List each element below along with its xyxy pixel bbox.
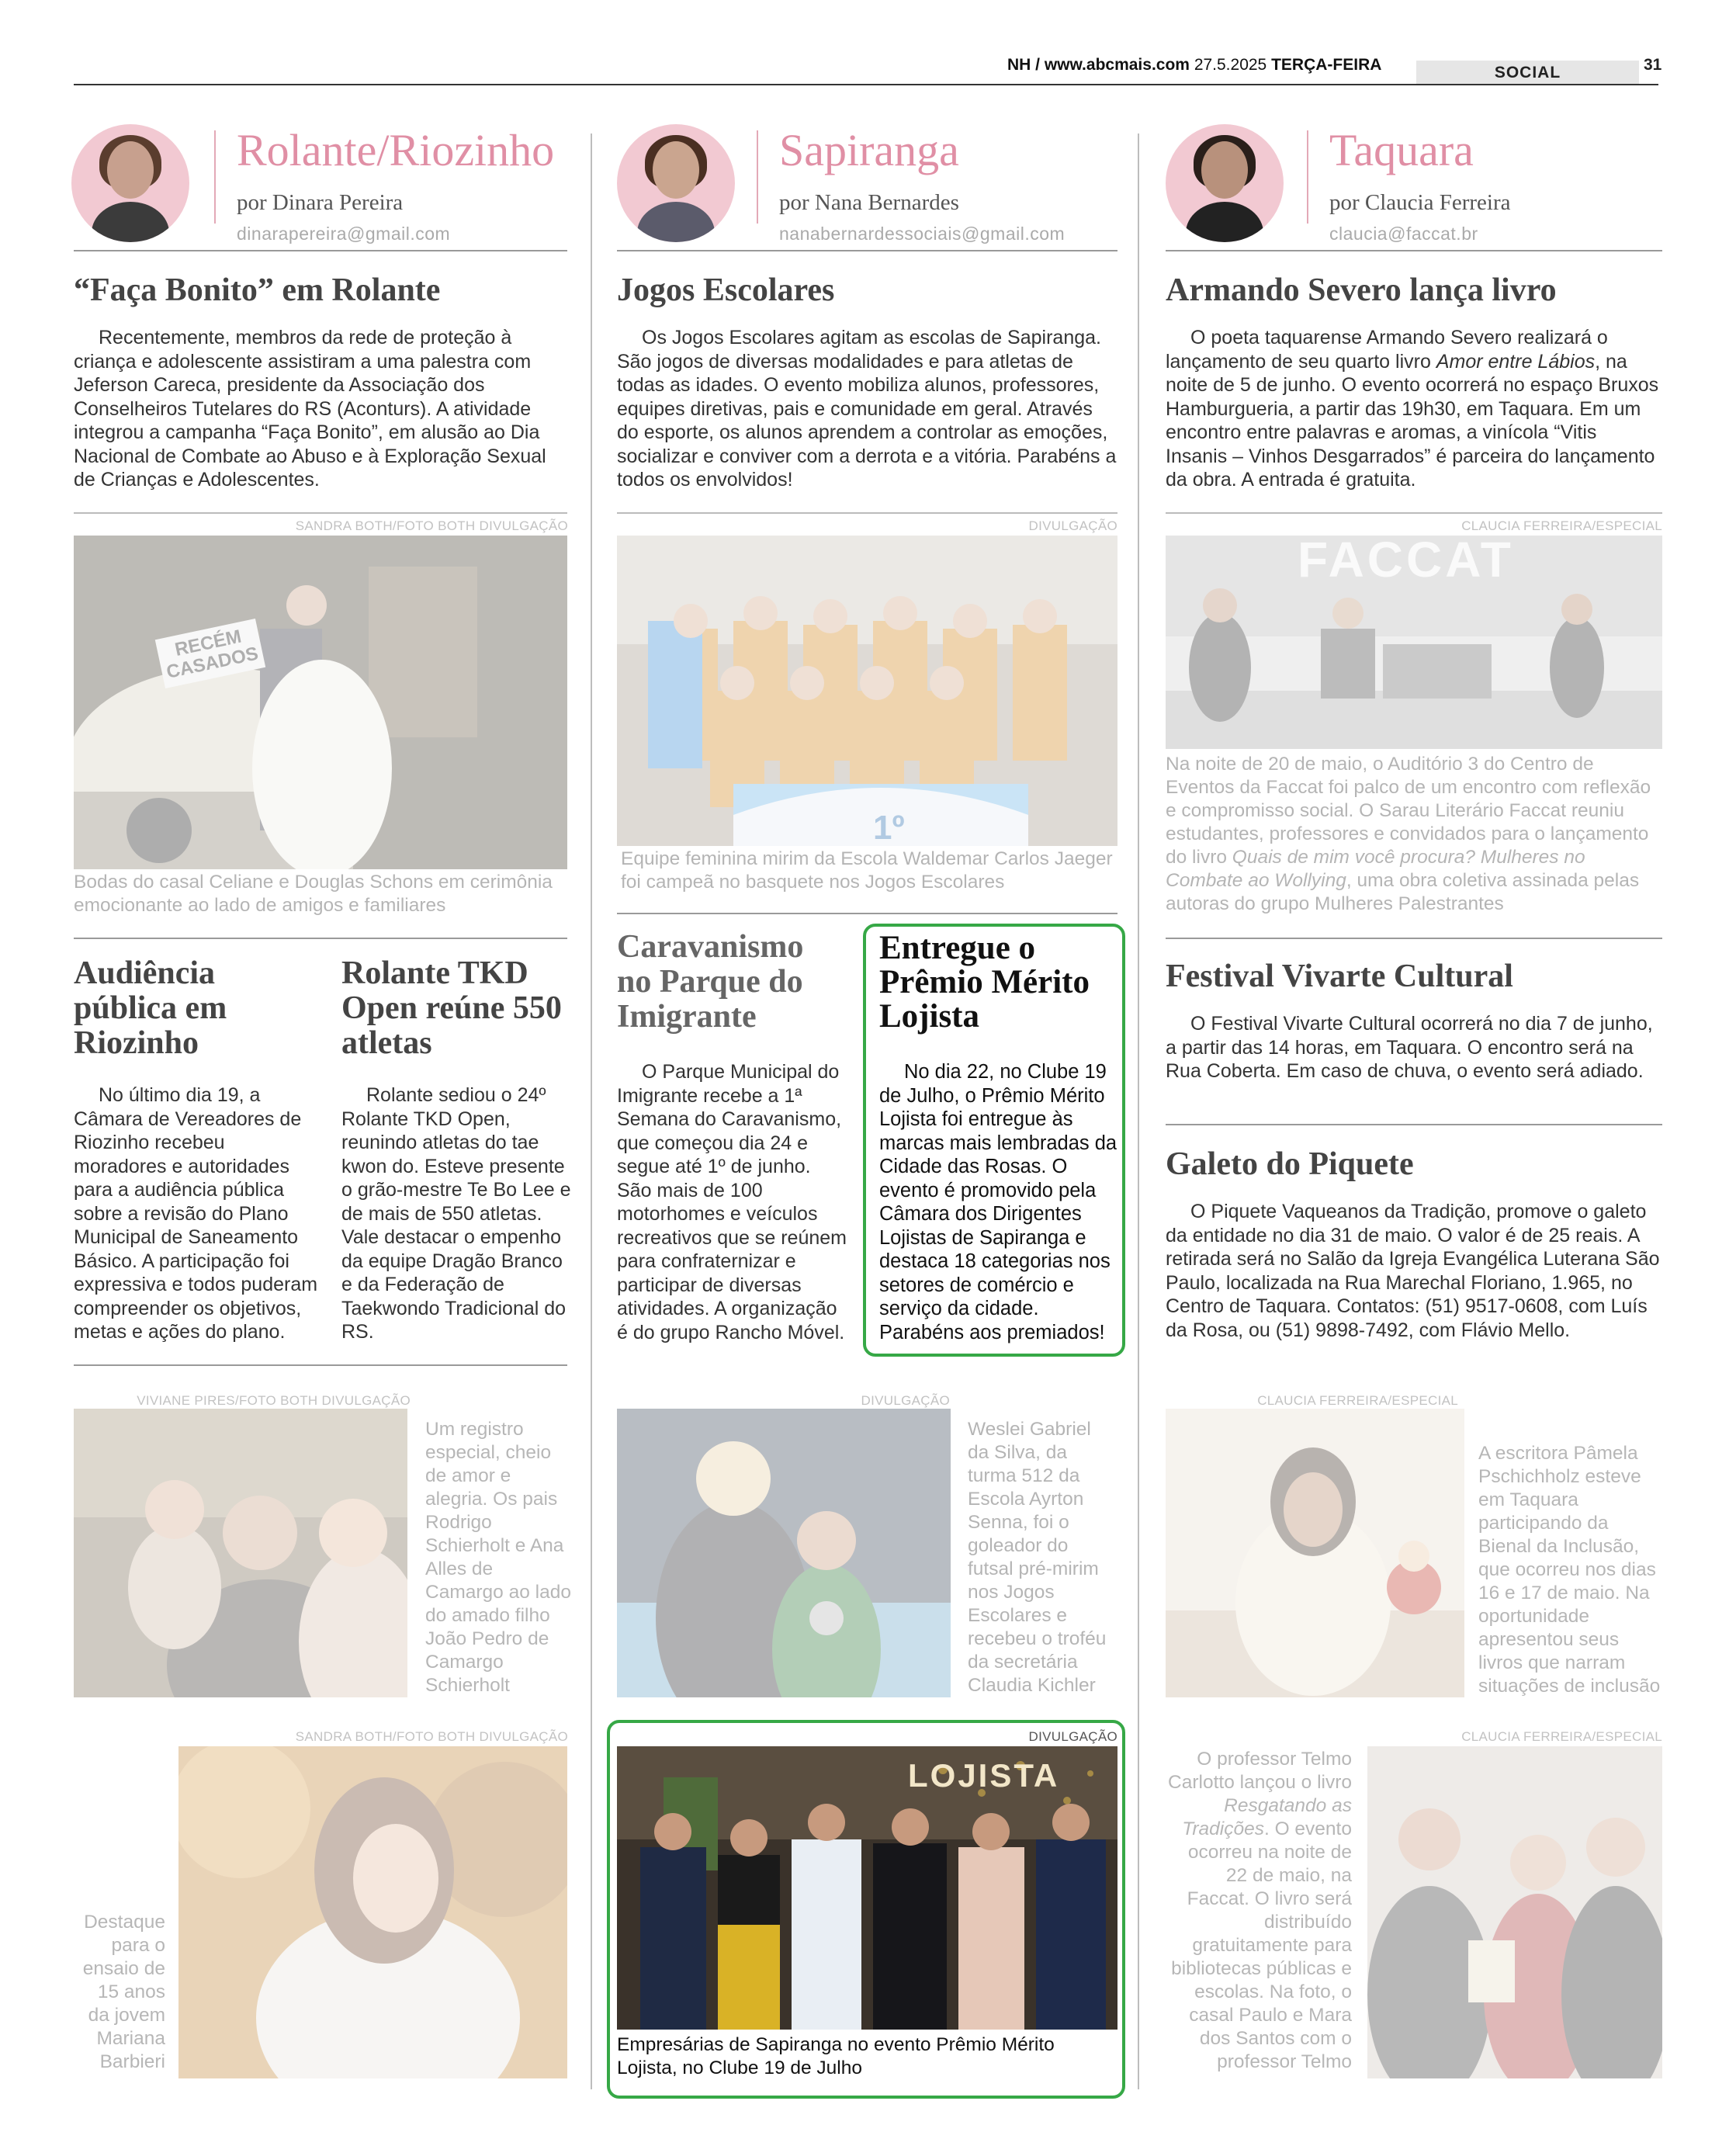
columnist-avatar (1166, 124, 1284, 242)
article-body: O poeta taquarense Armando Severo realizará o lançamento de seu quarto livro Amor entre Lábios, na noite de 5 de junho. O evento ocorrerá no espaço Bruxos Hamburgueria, a partir das 19h30, em Taquara. Em um encontro entre palavras e aromas, a vinícola “Vitis Insanis – Vinhos Desgarrados” é parceira do lançamento da obra. A entrada é gratuita. (1166, 327, 1659, 491)
photo-credit: CLAUCIA FERREIRA/ESPECIAL (1461, 518, 1662, 533)
photo-credit: VIVIANE PIRES/FOTO BOTH DIVULGAÇÃO (137, 1393, 411, 1408)
article-headline: Galeto do Piquete (1166, 1146, 1414, 1182)
photo-writer[interactable] (1166, 1409, 1464, 1697)
photo-caption: O professor Telmo Carlotto lançou o livro Resgatando as Tradições. O evento ocorreu na noite de 22 de maio, na Faccat. O livro será distribuído gratuitamente para bibliotecas públicas e escolas. Na foto, o casal Paulo e Mara dos Santos com o professor Telmo (1168, 1749, 1352, 2072)
photo-caption: Weslei Gabriel da Silva, da turma 512 da Escola Ayrton Senna, foi o goleador do futsal pré-mirim nos Jogos Escolares e recebeu o troféu da secretária Claudia Kichler (968, 1419, 1107, 1696)
article-body: O Parque Municipal do Imigrante recebe a 1ª Semana do Caravanismo, que começou dia 24 e segue até 1º de junho. São mais de 100 motorhomes e veículos recreativos que se reúnem para confraternizar e participar de diversas atividades. A organização é do grupo Rancho Móvel. (617, 1061, 847, 1343)
photo-credit: DIVULGAÇÃO (1028, 518, 1117, 533)
header-divider (1307, 130, 1308, 224)
section-label: SOCIAL (1416, 61, 1639, 84)
columnist-email[interactable]: dinarapereira@gmail.com (237, 224, 451, 244)
section-rule (74, 250, 567, 251)
article-body: Os Jogos Escolares agitam as escolas de Sapiranga. São jogos de diversas modalidades e para atletas de todas as idades. O evento mobiliza alunos, professores, equipes diretivas, pais e comunidade em geral. Através do esporte, os alunos aprendem a controlar as emoções, socializar e conviver com a derrota e a vitória. Parabéns a todos os envolvidos! (617, 327, 1117, 491)
weekday: TERÇA-FEIRA (1271, 56, 1382, 74)
header-divider (757, 130, 758, 224)
photo-book-launch[interactable] (1367, 1746, 1662, 2078)
photo-wedding[interactable] (74, 536, 567, 869)
columnist-email[interactable]: nanabernardessociais@gmail.com (779, 224, 1066, 244)
photo-caption: Bodas do casal Celiane e Douglas Schons em cerimônia emocionante ao lado de amigos e familiares (74, 872, 553, 916)
car-plate-sign: RECÉM CASADOS (155, 619, 265, 688)
photo-caption: Equipe feminina mirim da Escola Waldemar Carlos Jaeger foi campeã no basquete nos Jogos Escolares (621, 848, 1113, 893)
header-rule (74, 84, 1658, 85)
event-sign: LOJISTA (908, 1757, 1060, 1794)
column-city: Sapiranga (779, 125, 959, 175)
photo-sarau[interactable] (1166, 536, 1662, 749)
promo-headline: Entregue o Prêmio Mérito Lojista (879, 930, 1090, 1035)
header-info (1007, 56, 1381, 75)
column-byline: por Nana Bernardes (779, 190, 959, 215)
article-body: Rolante sediou o 24º Rolante TKD Open, reunindo atletas do tae kwon do. Esteve presente o grão-mestre Te Bo Lee e de mais de 550 atletas. Vale destacar o empenho da equipe Dragão Branco e da Federação de Taekwondo Tradicional do RS. (341, 1084, 571, 1343)
photo-caption: A escritora Pâmela Pschichholz esteve em Taquara participando da Bienal da Inclusão, que ocorreu nos dias 16 e 17 de maio. Na oportunidade apresentou seus livros que narram situações de inclusão (1478, 1443, 1661, 1697)
column-byline: por Claucia Ferreira (1329, 190, 1511, 215)
site-url[interactable]: NH / www.abcmais.com (1007, 56, 1190, 74)
article-headline: “Faça Bonito” em Rolante (74, 272, 441, 308)
photo-futsal[interactable] (617, 1409, 951, 1697)
photo-caption: Na noite de 20 de maio, o Auditório 3 do Centro de Eventos da Faccat foi palco de um encontro com reflexão e compromisso social. O Sarau Literário Faccat reuniu estudantes, professores e convidados para o lançamento do livro Quais de mim você procura? Mulheres no Combate ao Wollying, uma obra coletiva assinada pelas autoras do grupo Mulheres Palestrantes (1166, 754, 1651, 914)
promo-body: No dia 22, no Clube 19 de Julho, o Prêmio Mérito Lojista foi entregue às marcas mais lembradas da Cidade das Rosas. O evento é promovido pela Câmara dos Dirigentes Lojistas de Sapiranga e destaca 18 categorias nos setores de comércio e serviço da cidade. Parabéns aos premiados! (879, 1061, 1117, 1343)
photo-credit: SANDRA BOTH/FOTO BOTH DIVULGAÇÃO (295, 518, 568, 533)
article-body: O Festival Vivarte Cultural ocorrerá no dia 7 de junho, a partir das 14 horas, em Taquara. O encontro será na Rua Coberta. Em caso de chuva, o evento será adiado. (1166, 1013, 1653, 1082)
podium-banner: 1º (873, 809, 905, 846)
photo-caption: Destaque para o ensaio de 15 anos da jovem Mariana Barbieri (82, 1912, 165, 2072)
photo-award-event[interactable] (617, 1746, 1117, 2030)
article-body: No último dia 19, a Câmara de Vereadores de Riozinho recebeu moradores e autoridades para a audiência pública sobre a revisão do Plano Municipal de Saneamento Básico. A participação foi expressiva e todos puderam compreender os objetivos, metas e ações do plano. (74, 1084, 318, 1343)
photo-portrait[interactable] (178, 1746, 567, 2078)
photo-credit: DIVULGAÇÃO (1028, 1729, 1117, 1744)
photo-caption: Empresárias de Sapiranga no evento Prêmio Mérito Lojista, no Clube 19 de Julho (617, 2034, 1055, 2078)
columnist-email[interactable]: claucia@faccat.br (1329, 224, 1478, 244)
photo-credit: CLAUCIA FERREIRA/ESPECIAL (1257, 1393, 1458, 1408)
photo-caption: Um registro especial, cheio de amor e alegria. Os pais Rodrigo Schierholt e Ana Alles de Camargo ao lado do amado filho João Pedro de Camargo Schierholt (425, 1419, 571, 1696)
section-rule (74, 1364, 567, 1366)
article-headline: Festival Vivarte Cultural (1166, 959, 1513, 994)
columnist-avatar (617, 124, 735, 242)
photo-credit: SANDRA BOTH/FOTO BOTH DIVULGAÇÃO (295, 1729, 568, 1744)
column-city: Taquara (1329, 125, 1474, 175)
column-city: Rolante/Riozinho (237, 125, 555, 175)
wall-logo: FACCAT (1298, 536, 1514, 588)
section-rule (617, 512, 1117, 514)
section-rule (617, 913, 1117, 914)
article-body: Recentemente, membros da rede de proteção à criança e adolescente assistiram a uma palestra com Jeferson Careca, presidente da Associação dos Conselheiros Tutelares do RS (Aconturs). A atividade integrou a campanha “Faça Bonito”, em alusão ao Dia Nacional de Combate ao Abuso e à Exploração Sexual de Crianças e Adolescentes. (74, 327, 546, 491)
page-number: 31 (1644, 56, 1662, 74)
section-rule (1166, 250, 1662, 251)
header-divider (214, 130, 216, 224)
article-headline: Rolante TKD Open reúne 550 atletas (341, 955, 562, 1061)
section-rule (1166, 938, 1662, 939)
photo-basketball-team[interactable] (617, 536, 1117, 846)
section-rule (617, 250, 1117, 251)
section-rule (74, 938, 567, 939)
columnist-avatar (71, 124, 189, 242)
photo-credit: DIVULGAÇÃO (861, 1393, 950, 1408)
article-body: O Piquete Vaqueanos da Tradição, promove o galeto da entidade no dia 31 de maio. O valor é de 25 reais. A retirada será no Salão da Igreja Evangélica Luterana São Paulo, localizada na Rua Marechal Floriano, 1.965, no Centro de Taquara. Contatos: (51) 9517-0608, com Luís da Rosa, ou (51) 9898-7492, com Flávio Mello. (1166, 1201, 1660, 1341)
article-headline: Audiência pública em Riozinho (74, 955, 227, 1061)
article-headline: Caravanismo no Parque do Imigrante (617, 929, 804, 1035)
article-headline: Jogos Escolares (617, 272, 835, 308)
edition-date: 27.5.2025 (1194, 56, 1267, 74)
section-rule (1166, 512, 1662, 514)
column-byline: por Dinara Pereira (237, 190, 404, 215)
section-rule (1166, 1124, 1662, 1125)
column-divider (591, 133, 592, 2089)
column-divider (1138, 133, 1139, 2089)
section-rule (74, 512, 567, 514)
article-headline: Armando Severo lança livro (1166, 272, 1557, 308)
photo-credit: CLAUCIA FERREIRA/ESPECIAL (1461, 1729, 1662, 1744)
photo-family[interactable] (74, 1409, 407, 1697)
